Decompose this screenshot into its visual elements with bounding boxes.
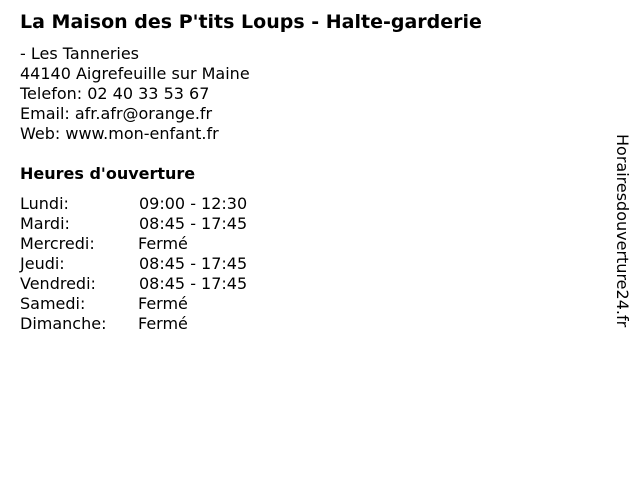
time-value: 08:45 - 17:45: [139, 254, 248, 273]
address-line-1: - Les Tanneries: [20, 44, 140, 63]
time-value: Fermé: [138, 314, 188, 333]
site-watermark-text: Horairesdouverture24.fr: [613, 134, 632, 328]
address-line-2: 44140 Aigrefeuille sur Maine: [20, 64, 250, 83]
site-watermark: [612, 134, 632, 374]
email-line: Email: afr.afr@orange.fr: [20, 104, 213, 123]
day-label: Dimanche:: [20, 314, 107, 333]
day-label: Lundi:: [20, 194, 69, 213]
opening-hours-heading: Heures d'ouverture: [20, 164, 196, 183]
time-value: 08:45 - 17:45: [139, 214, 248, 233]
time-value: 08:45 - 17:45: [139, 274, 248, 293]
time-value: Fermé: [138, 294, 188, 313]
business-name: La Maison des P'tits Loups - Halte-garderie: [20, 11, 482, 33]
contact-block: [20, 44, 250, 144]
day-label: Samedi:: [20, 294, 86, 313]
day-label: Mardi:: [20, 214, 70, 233]
day-label: Mercredi:: [20, 234, 95, 253]
time-value: Fermé: [138, 234, 188, 253]
day-label: Vendredi:: [20, 274, 96, 293]
web-line: Web: www.mon-enfant.fr: [20, 124, 219, 143]
time-value: 09:00 - 12:30: [139, 194, 248, 213]
phone-line: Telefon: 02 40 33 53 67: [20, 84, 210, 103]
day-label: Jeudi:: [20, 254, 65, 273]
